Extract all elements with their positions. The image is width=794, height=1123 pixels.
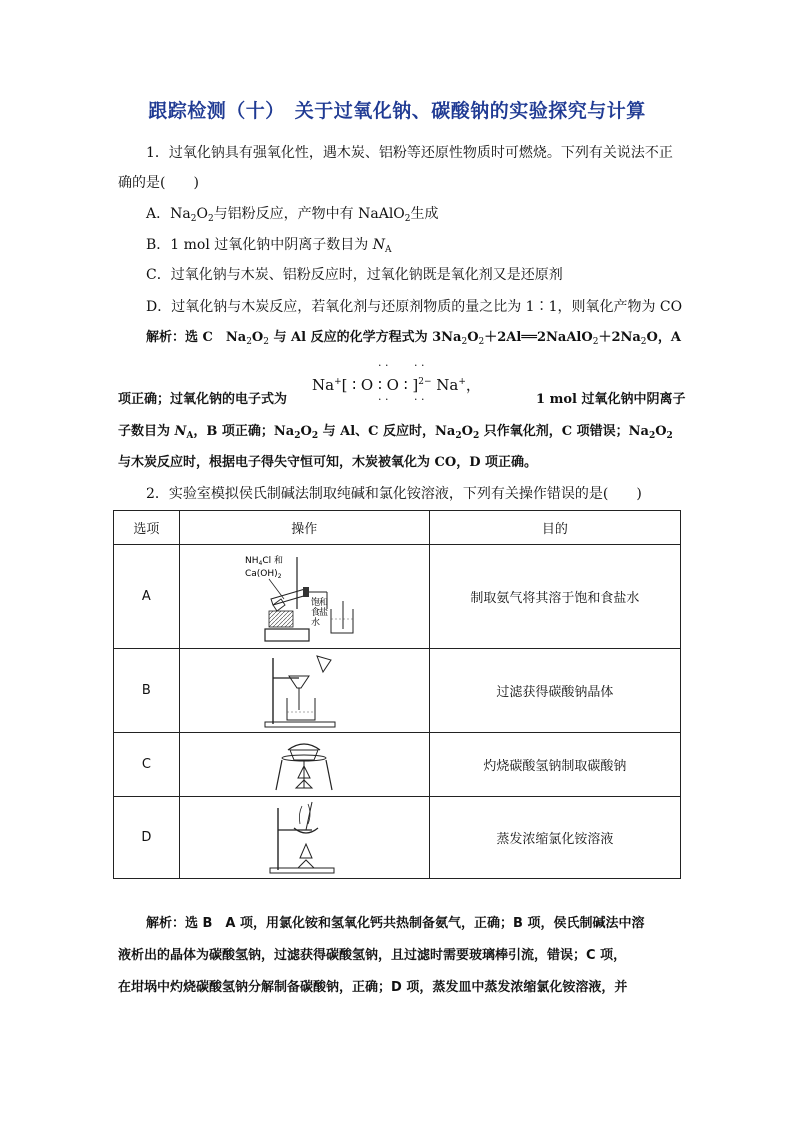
q1-option-b: B．1 mol 过氧化钠中阴离子数目为 $N_A$ (146, 237, 392, 255)
q2-stem: 2．实验室模拟侯氏制碱法制取纯碱和氯化铵溶液，下列有关操作错误的是( ) (146, 486, 642, 502)
row-a-apparatus (179, 545, 429, 649)
svg-text:饱: 饱 (311, 597, 321, 608)
page-title: 跟踪检测（十） 关于过氧化钠、碳酸钠的实验探究与计算 (148, 100, 646, 122)
row-b-option: B (114, 649, 180, 733)
evaporation-apparatus-icon (264, 800, 344, 876)
electron-dots-bottom-1: · · (378, 393, 389, 406)
header-purpose: 目的 (429, 511, 680, 545)
svg-text:NH4Cl 和: $NH_4Cl$ 和 (245, 555, 284, 567)
q1-answer-line2-post: 1 mol 过氧化钠中阴离子 (536, 392, 686, 407)
row-d-purpose: 蒸发浓缩氯化铵溶液 (429, 797, 680, 879)
svg-text:盐: 盐 (319, 607, 329, 618)
svg-text:和: 和 (319, 597, 329, 608)
crucible-heating-apparatus-icon (264, 736, 344, 794)
row-d-apparatus (179, 797, 429, 879)
q2-answer-line2: 液析出的晶体为碳酸氢钠，过滤获得碳酸氢钠，且过滤时需要玻璃棒引流，错误；C 项， (118, 948, 627, 963)
electron-formula: Na+[ ∶ O ∶ O ∶ ]$^{2-}$ Na+， (312, 376, 481, 394)
table-row (114, 649, 681, 733)
q1-option-d: D．过氧化钠与木炭反应，若氧化剂与还原剂物质的量之比为 1∶1，则氧化产物为 CO (146, 299, 683, 315)
row-d-option: D (114, 797, 180, 879)
table-header-row (114, 511, 681, 545)
q1-answer-line4: 与木炭反应时，根据电子得失守恒可知，木炭被氧化为 CO，D 项正确。 (118, 455, 537, 470)
row-c-apparatus (179, 733, 429, 797)
q1-option-c: C．过氧化钠与木炭、铝粉反应时，过氧化钠既是氧化剂又是还原剂 (146, 267, 563, 283)
row-a-purpose: 制取氨气将其溶于饱和食盐水 (429, 545, 680, 649)
row-c-option: C (114, 733, 180, 797)
q1-answer-line1: 解析：选 C $Na_2O_2$ 与 Al 反应的化学方程式为 $3Na_2O_2+2Al══2NaAlO_2+2Na_2O$，A (146, 330, 681, 347)
electron-dots-top-1: · · (378, 359, 389, 372)
filtration-apparatus-icon (259, 652, 349, 730)
q1-stem-line1: 1．过氧化钠具有强氧化性，遇木炭、铝粉等还原性物质时可燃烧。下列有关说法不正 (146, 145, 673, 161)
svg-text:食: 食 (311, 607, 321, 618)
electron-dots-top-2: · · (414, 359, 425, 372)
table-row (114, 797, 681, 879)
row-c-purpose: 灼烧碳酸氢钠制取碳酸钠 (429, 733, 680, 797)
q1-answer-line2-pre: 项正确；过氧化钠的电子式为 (118, 392, 288, 407)
row-b-purpose: 过滤获得碳酸钠晶体 (429, 649, 680, 733)
svg-text:水: 水 (311, 617, 321, 628)
q2-answer-line1: 解析：选 B A 项，用氯化铵和氢氧化钙共热制备氨气，正确；B 项，侯氏制碱法中溶 (146, 916, 645, 931)
q1-stem-line2: 确的是( ) (118, 175, 199, 191)
q1-option-a: A．$Na_2O_2$与铝粉反应，产物中有 NaAlO$_2$生成 (146, 206, 439, 224)
table-row (114, 733, 681, 797)
table-row (114, 545, 681, 649)
row-a-option: A (114, 545, 180, 649)
q1-answer-line3: 子数目为 $N_A$，B 项正确；$Na_2O_2$ 与 Al、C 反应时，$Na_2O_2$ 只作氧化剂，C 项错误；$Na_2O_2$ (118, 424, 673, 441)
ammonia-generation-apparatus-icon (239, 549, 369, 645)
options-table (113, 510, 681, 879)
electron-dots-bottom-2: · · (414, 393, 425, 406)
header-operation: 操作 (179, 511, 429, 545)
row-b-apparatus (179, 649, 429, 733)
header-option: 选项 (114, 511, 180, 545)
svg-text:Ca(OH)2: $Ca(OH)_2$ (245, 568, 282, 580)
q2-answer-line3: 在坩埚中灼烧碳酸氢钠分解制备碳酸钠，正确；D 项，蒸发皿中蒸发浓缩氯化铵溶液，并 (118, 980, 628, 995)
